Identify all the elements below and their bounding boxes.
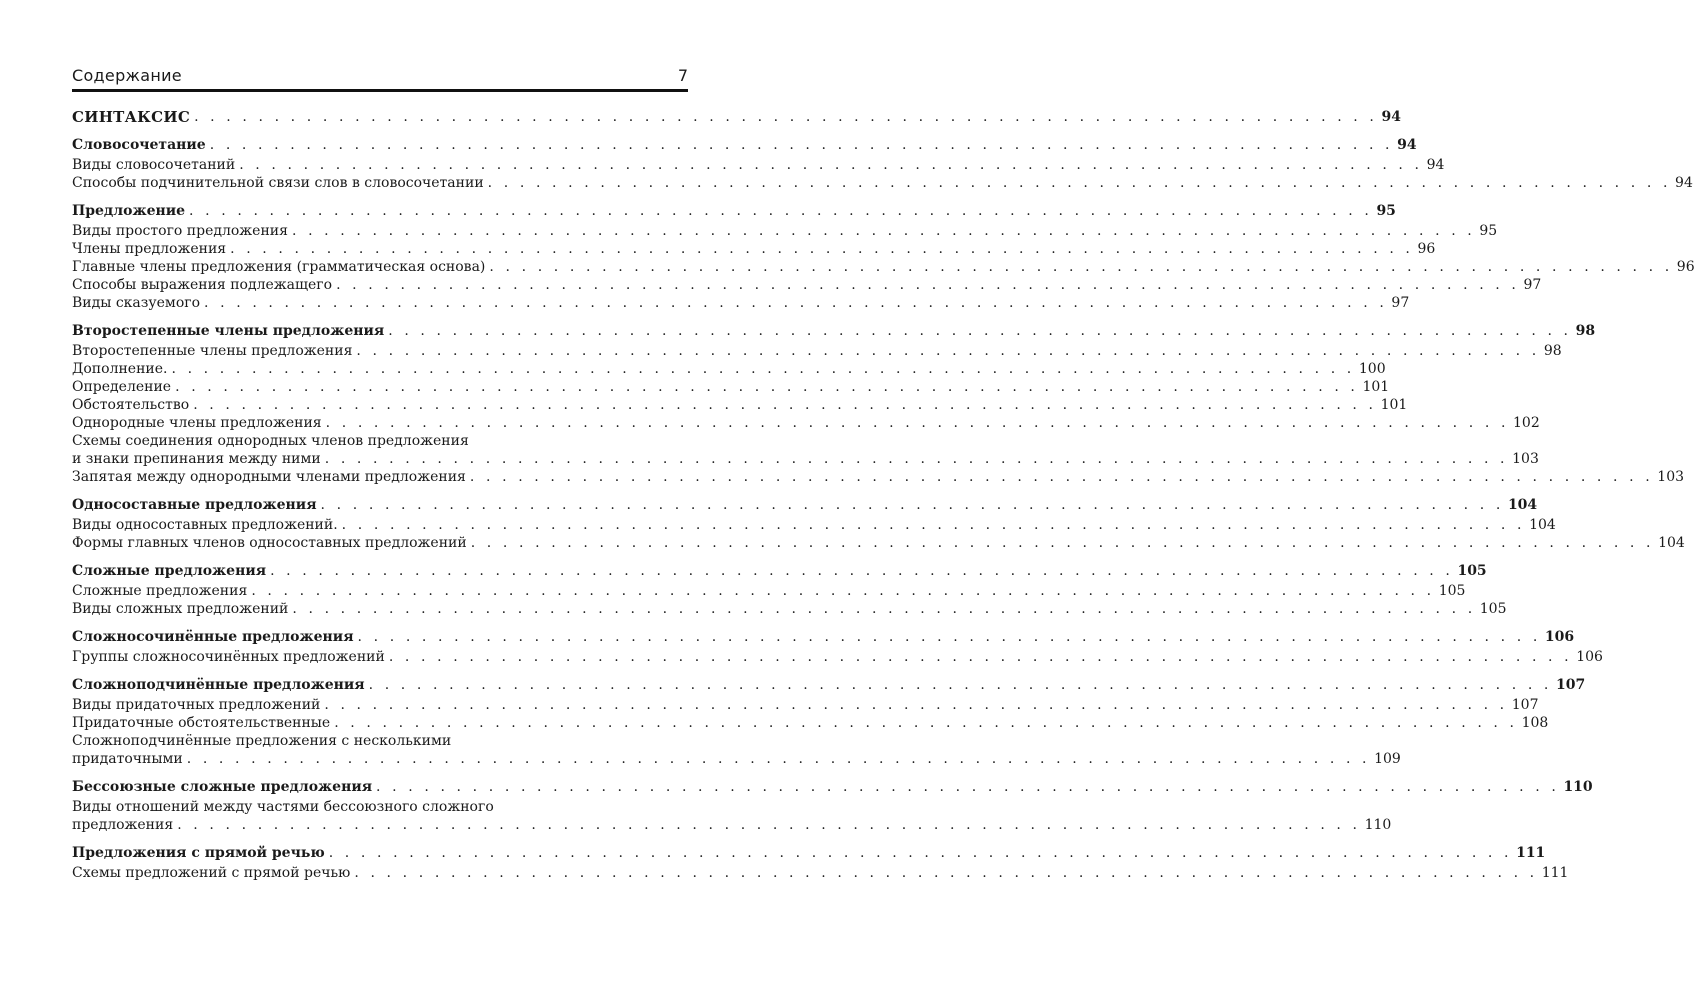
toc-section-heading-page: 95: [1376, 203, 1396, 219]
toc-entry-page: 101: [1380, 397, 1408, 413]
toc-entry-first-line: Схемы соединения однородных членов предложения: [72, 433, 469, 449]
dot-leader: . . . . . . . . . . . . . . . . . . . . . . . . . . . . . . . . . . . . . . . . . . . . . . . . . . . . . . . . . . . . . . . . . . . . . . . . . .: [388, 649, 1573, 665]
dot-leader: . . . . . . . . . . . . . . . . . . . . . . . . . . . . . . . . . . . . . . . . . . . . . . . . . . . . . . . . . . . . . . . . . . . . . . . . . .: [489, 259, 1673, 275]
dot-leader: . . . . . . . . . . . . . . . . . . . . . . . . . . . . . . . . . . . . . . . . . . . . . . . . . . . . . . . . . . . . . . . . . . . . . . . . . .: [177, 817, 1361, 833]
toc-entry: [72, 342, 1562, 360]
dot-leader: . . . . . . . . . . . . . . . . . . . . . . . . . . . . . . . . . . . . . . . . . . . . . . . . . . . . . . . . . . . . . . . . . . . . . . . . . .: [193, 397, 1377, 413]
dot-leader: . . . . . . . . . . . . . . . . . . . . . . . . . . . . . . . . . . . . . . . . . . . . . . . . . . . . . . . . . . . . . . . . . . . . . . . . . .: [251, 583, 1435, 599]
toc-entry-page: 107: [1511, 697, 1539, 713]
toc-entry-page: 101: [1362, 379, 1390, 395]
toc-entry-page: 110: [1364, 817, 1392, 833]
toc-section-heading-text: Второстепенные члены предложения: [72, 323, 385, 339]
toc-section-heading-text: СИНТАКСИС: [72, 108, 191, 126]
toc-entry-text: Виды сказуемого: [72, 295, 201, 311]
toc-entry-text: Виды словосочетаний: [72, 157, 236, 173]
dot-leader: . . . . . . . . . . . . . . . . . . . . . . . . . . . . . . . . . . . . . . . . . . . . . . . . . . . . . . . . . . . . . . . . . . . . . . . . . .: [324, 697, 1508, 713]
toc-entry-page: 103: [1512, 451, 1539, 467]
toc-entry-text: Дополнение.: [72, 361, 168, 377]
toc-section: [72, 202, 1695, 312]
dot-leader: . . . . . . . . . . . . . . . . . . . . . . . . . . . . . . . . . . . . . . . . . . . . . . . . . . . . . . . . . . . . . . . . . . . . . . . . . .: [354, 865, 1538, 881]
toc-section: [72, 676, 1586, 768]
page-header: [72, 64, 688, 86]
toc-entry-page: 94: [1675, 175, 1693, 191]
toc-entry: [72, 534, 1685, 552]
toc-entry-text: Определение: [72, 379, 172, 395]
toc-section-heading: [72, 496, 1538, 514]
toc-section-heading-text: Сложносочинённые предложения: [72, 629, 354, 645]
toc-section-heading-text: Бессоюзные сложные предложения: [72, 779, 373, 795]
toc-entry-page: 106: [1576, 649, 1603, 665]
dot-leader: . . . . . . . . . . . . . . . . . . . . . . . . . . . . . . . . . . . . . . . . . . . . . . . . . . . . . . . . . . . . . . . . . . . . . . . . . .: [292, 601, 1476, 617]
toc-section-heading-text: Односоставные предложения: [72, 497, 317, 513]
dot-leader: . . . . . . . . . . . . . . . . . . . . . . . . . . . . . . . . . . . . . . . . . . . . . . . . . . . . . . . . . . . . . . . . . . . . . . . . . .: [291, 223, 1476, 239]
toc-entry: [72, 648, 1603, 666]
toc-entry-page: 98: [1543, 343, 1562, 359]
toc-section-heading-text: Предложение: [72, 203, 186, 219]
toc-entry-page: 108: [1521, 715, 1549, 731]
dot-leader: . . . . . . . . . . . . . . . . . . . . . . . . . . . . . . . . . . . . . . . . . . . . . . . . . . . . . . . . . . . . . . . . . . . . . . . . . .: [328, 845, 1513, 861]
dot-leader: . . . . . . . . . . . . . . . . . . . . . . . . . . . . . . . . . . . . . . . . . . . . . . . . . . . . . . . . . . . . . . . . . . . . . . . . . .: [270, 563, 1454, 579]
toc-section-heading: [72, 676, 1586, 694]
toc-entry-page: 105: [1438, 583, 1466, 599]
dot-leader: . . . . . . . . . . . . . . . . . . . . . . . . . . . . . . . . . . . . . . . . . . . . . . . . . . . . . . . . . . . . . . . . . . . . . . . . . .: [320, 497, 1504, 513]
toc-entry-text: Члены предложения: [72, 241, 227, 257]
toc-entry-text: Обстоятельство: [72, 397, 190, 413]
toc-entry-text: Однородные члены предложения: [72, 415, 322, 431]
toc-section-heading-page: 111: [1516, 845, 1546, 861]
toc-section-heading-page: 94: [1397, 137, 1417, 153]
toc-section: [72, 108, 1401, 126]
dot-leader: . . . . . . . . . . . . . . . . . . . . . . . . . . . . . . . . . . . . . . . . . . . . . . . . . . . . . . . . . . . . . . . . . . . . . . . . . .: [194, 109, 1378, 125]
toc-section-heading: [72, 322, 1596, 340]
toc-entry: [72, 696, 1539, 714]
toc-entry-page: 96: [1417, 241, 1436, 257]
toc-entry-page: 103: [1657, 469, 1685, 485]
toc-entry-page: 97: [1523, 277, 1542, 293]
toc-entry-text: Виды односоставных предложений.: [72, 517, 338, 533]
toc-entry: [72, 156, 1445, 174]
dot-leader: . . . . . . . . . . . . . . . . . . . . . . . . . . . . . . . . . . . . . . . . . . . . . . . . . . . . . . . . . . . . . . . . . . . . . . . . . .: [470, 535, 1655, 551]
toc-entry-page: 96: [1676, 259, 1695, 275]
toc-entry-page: 100: [1358, 361, 1386, 377]
toc-entry-page: 105: [1479, 601, 1507, 617]
dot-leader: . . . . . . . . . . . . . . . . . . . . . . . . . . . . . . . . . . . . . . . . . . . . . . . . . . . . . . . . . . . . . . . . . . . . . . . . . .: [368, 677, 1552, 693]
toc-section-heading-text: Предложения с прямой речью: [72, 845, 325, 861]
toc-entry: [72, 396, 1408, 414]
toc-entry: [72, 468, 1685, 486]
toc-entry-text: Схемы предложений с прямой речью: [72, 865, 351, 881]
toc-section: [72, 496, 1685, 552]
toc-entry-text: Запятая между однородными членами предложения: [72, 469, 466, 485]
toc-entry-page: 94: [1426, 157, 1445, 173]
toc-section-heading-page: 107: [1555, 677, 1586, 693]
dot-leader: . . . . . . . . . . . . . . . . . . . . . . . . . . . . . . . . . . . . . . . . . . . . . . . . . . . . . . . . . . . . . . . . . . . . . . . . . .: [189, 203, 1373, 219]
dot-leader: . . . . . . . . . . . . . . . . . . . . . . . . . . . . . . . . . . . . . . . . . . . . . . . . . . . . . . . . . . . . . . . . . . . . . . . . . .: [175, 379, 1359, 395]
toc-entry-text: Виды придаточных предложений: [72, 697, 321, 713]
toc-entry: [72, 714, 1549, 732]
dot-leader: . . . . . . . . . . . . . . . . . . . . . . . . . . . . . . . . . . . . . . . . . . . . . . . . . . . . . . . . . . . . . . . . . . . . . . . . . .: [388, 323, 1572, 339]
toc-section-heading-text: Сложные предложения: [72, 563, 267, 579]
toc-entry-text: Придаточные обстоятельственные: [72, 715, 331, 731]
toc-entry: [72, 816, 1392, 834]
header-title: Содержание: [72, 66, 182, 85]
dot-leader: . . . . . . . . . . . . . . . . . . . . . . . . . . . . . . . . . . . . . . . . . . . . . . . . . . . . . . . . . . . . . . . . . . . . . . . . . .: [336, 277, 1520, 293]
toc-entry-text: Сложные предложения: [72, 583, 248, 599]
toc-section: [72, 136, 1693, 192]
toc-section-heading: [72, 628, 1575, 646]
dot-leader: . . . . . . . . . . . . . . . . . . . . . . . . . . . . . . . . . . . . . . . . . . . . . . . . . . . . . . . . . . . . . . . . . . . . . . . . . .: [341, 517, 1526, 533]
dot-leader: . . . . . . . . . . . . . . . . . . . . . . . . . . . . . . . . . . . . . . . . . . . . . . . . . . . . . . . . . . . . . . . . . . . . . . . . . .: [325, 415, 1510, 431]
toc-entry-first-line: Сложноподчинённые предложения с несколькими: [72, 733, 452, 749]
toc-entry-page: 104: [1529, 517, 1556, 533]
toc-entry-page: 109: [1374, 751, 1401, 767]
toc-section-heading-page: 104: [1507, 497, 1538, 513]
toc-entry-text: Группы сложносочинённых предложений: [72, 649, 385, 665]
toc-section-heading-text: Сложноподчинённые предложения: [72, 677, 365, 693]
toc-section-heading: [72, 778, 1593, 796]
toc-section-heading-page: 98: [1575, 323, 1596, 339]
dot-leader: . . . . . . . . . . . . . . . . . . . . . . . . . . . . . . . . . . . . . . . . . . . . . . . . . . . . . . . . . . . . . . . . . . . . . . . . . .: [171, 361, 1355, 377]
toc-entry-text: Способы выражения подлежащего: [72, 277, 333, 293]
toc-entry-text: Формы главных членов односоставных предложений: [72, 535, 467, 551]
toc-entry: [72, 174, 1693, 192]
table-of-contents: [72, 108, 1695, 892]
toc-section: [72, 844, 1569, 882]
toc-entry: [72, 258, 1695, 276]
toc-entry: [72, 582, 1466, 600]
toc-entry: [72, 360, 1386, 378]
dot-leader: . . . . . . . . . . . . . . . . . . . . . . . . . . . . . . . . . . . . . . . . . . . . . . . . . . . . . . . . . . . . . . . . . . . . . . . . . .: [230, 241, 1414, 257]
toc-entry-text: и знаки препинания между ними: [72, 451, 321, 467]
toc-section: [72, 628, 1603, 666]
dot-leader: . . . . . . . . . . . . . . . . . . . . . . . . . . . . . . . . . . . . . . . . . . . . . . . . . . . . . . . . . . . . . . . . . . . . . . . . . .: [209, 137, 1394, 153]
dot-leader: . . . . . . . . . . . . . . . . . . . . . . . . . . . . . . . . . . . . . . . . . . . . . . . . . . . . . . . . . . . . . . . . . . . . . . . . . .: [239, 157, 1423, 173]
dot-leader: . . . . . . . . . . . . . . . . . . . . . . . . . . . . . . . . . . . . . . . . . . . . . . . . . . . . . . . . . . . . . . . . . . . . . . . . . .: [334, 715, 1518, 731]
toc-section: [72, 562, 1507, 618]
toc-section: [72, 778, 1593, 834]
toc-section-heading-page: 105: [1457, 563, 1487, 579]
toc-section-heading: [72, 202, 1396, 220]
toc-entry-page: 97: [1391, 295, 1410, 311]
dot-leader: . . . . . . . . . . . . . . . . . . . . . . . . . . . . . . . . . . . . . . . . . . . . . . . . . . . . . . . . . . . . . . . . . . . . . . . . . .: [376, 779, 1560, 795]
toc-section-heading-page: 94: [1381, 109, 1401, 125]
toc-entry-text: Способы подчинительной связи слов в словосочетании: [72, 175, 484, 191]
toc-section-heading-page: 106: [1544, 629, 1575, 645]
toc-section-heading-page: 110: [1563, 779, 1593, 795]
toc-section-heading: [72, 136, 1417, 154]
toc-entry-text: Виды простого предложения: [72, 223, 288, 239]
dot-leader: . . . . . . . . . . . . . . . . . . . . . . . . . . . . . . . . . . . . . . . . . . . . . . . . . . . . . . . . . . . . . . . . . . . . . . . . . .: [356, 343, 1540, 359]
dot-leader: . . . . . . . . . . . . . . . . . . . . . . . . . . . . . . . . . . . . . . . . . . . . . . . . . . . . . . . . . . . . . . . . . . . . . . . . . .: [469, 469, 1654, 485]
toc-section-heading: [72, 562, 1487, 580]
toc-entry: [72, 222, 1498, 240]
toc-section-heading: [72, 844, 1546, 862]
toc-entry-text: предложения: [72, 817, 174, 833]
toc-entry-text: Второстепенные члены предложения: [72, 343, 353, 359]
toc-entry-page: 111: [1541, 865, 1569, 881]
toc-entry-page: 102: [1513, 415, 1540, 431]
toc-entry: [72, 750, 1401, 768]
toc-entry-text: придаточными: [72, 751, 183, 767]
toc-entry-text: Виды сложных предложений: [72, 601, 289, 617]
toc-entry: [72, 414, 1540, 432]
toc-section-heading-text: Словосочетание: [72, 137, 206, 153]
header-rule: [72, 89, 688, 92]
toc-entry: [72, 240, 1436, 258]
toc-entry-page: 104: [1658, 535, 1685, 551]
toc-entry: [72, 516, 1556, 534]
dot-leader: . . . . . . . . . . . . . . . . . . . . . . . . . . . . . . . . . . . . . . . . . . . . . . . . . . . . . . . . . . . . . . . . . . . . . . . . . .: [324, 451, 1509, 467]
dot-leader: . . . . . . . . . . . . . . . . . . . . . . . . . . . . . . . . . . . . . . . . . . . . . . . . . . . . . . . . . . . . . . . . . . . . . . . . . .: [357, 629, 1541, 645]
toc-entry-first-line: Виды отношений между частями бессоюзного сложного: [72, 799, 494, 815]
toc-entry: [72, 450, 1539, 468]
toc-entry: [72, 864, 1569, 882]
dot-leader: . . . . . . . . . . . . . . . . . . . . . . . . . . . . . . . . . . . . . . . . . . . . . . . . . . . . . . . . . . . . . . . . . . . . . . . . . .: [204, 295, 1388, 311]
toc-entry-text: Главные члены предложения (грамматическая основа): [72, 259, 486, 275]
toc-entry: [72, 294, 1410, 312]
header-page-number: 7: [677, 66, 688, 85]
toc-section: [72, 322, 1685, 486]
toc-entry: [72, 378, 1390, 396]
toc-entry-page: 95: [1479, 223, 1498, 239]
dot-leader: . . . . . . . . . . . . . . . . . . . . . . . . . . . . . . . . . . . . . . . . . . . . . . . . . . . . . . . . . . . . . . . . . . . . . . . . . .: [186, 751, 1371, 767]
dot-leader: . . . . . . . . . . . . . . . . . . . . . . . . . . . . . . . . . . . . . . . . . . . . . . . . . . . . . . . . . . . . . . . . . . . . . . . . . .: [487, 175, 1672, 191]
toc-entry: [72, 600, 1507, 618]
toc-section-heading: [72, 108, 1401, 126]
toc-entry: [72, 276, 1542, 294]
